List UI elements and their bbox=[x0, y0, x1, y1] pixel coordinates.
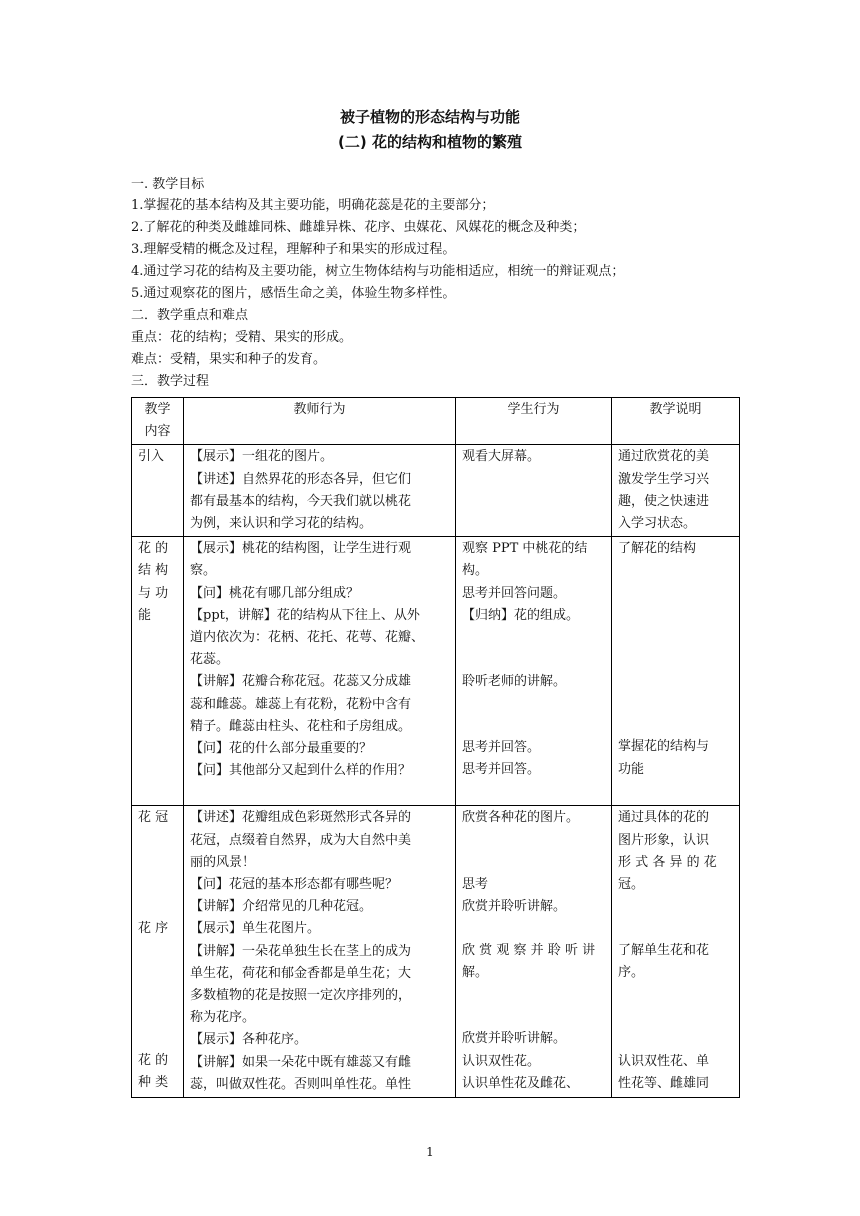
cell-line bbox=[618, 714, 733, 736]
cell-line: 通过具体的花的 bbox=[618, 810, 710, 826]
cell-line: 趣，使之快速进 bbox=[618, 493, 710, 509]
cell-student bbox=[456, 445, 612, 537]
cell-line: 精子。雌蕊由柱头、花柱和子房组成。 bbox=[190, 718, 412, 734]
cell-line bbox=[618, 648, 733, 670]
table-header-row bbox=[132, 398, 740, 445]
cell-line: 与功 bbox=[138, 585, 173, 601]
cell-line: 性花等、雌雄同 bbox=[618, 1075, 710, 1091]
objective-item: 5.通过观察花的图片，感悟生命之美，体验生物多样性。 bbox=[131, 286, 456, 301]
cell-line: 【展示】一组花的图片。 bbox=[190, 449, 334, 465]
cell-line bbox=[138, 830, 177, 852]
cell-line: 欣赏各种花的图片。 bbox=[462, 810, 580, 826]
cell-line bbox=[138, 1028, 177, 1050]
table-row bbox=[132, 445, 740, 537]
cell-line bbox=[190, 782, 449, 804]
cell-line: 思考 bbox=[462, 876, 489, 892]
cell-note bbox=[612, 806, 740, 1098]
cell-line: 引入 bbox=[138, 449, 165, 465]
cell-line bbox=[618, 781, 733, 803]
table-row bbox=[132, 537, 740, 806]
cell-line: 了解花的结构 bbox=[618, 541, 697, 557]
cell-line bbox=[138, 896, 177, 918]
cell-line: 观察 PPT 中桃花的结 bbox=[462, 541, 588, 557]
cell-line bbox=[618, 692, 733, 714]
cell-content bbox=[132, 537, 184, 806]
cell-line: 观看大屏幕。 bbox=[462, 449, 541, 465]
key-points-heading: 二．教学重点和难点 bbox=[131, 308, 249, 323]
cell-line bbox=[138, 852, 177, 874]
cell-line bbox=[462, 627, 605, 649]
cell-line bbox=[138, 1006, 177, 1028]
cell-line: 丽的风景！ bbox=[190, 854, 256, 870]
cell-line: 构。 bbox=[462, 563, 489, 579]
cell-line bbox=[618, 896, 733, 918]
cell-line: 【讲解】如果一朵花中既有雄蕊又有雌 bbox=[190, 1054, 412, 1070]
cell-line bbox=[462, 984, 605, 1006]
cell-teacher bbox=[184, 445, 456, 537]
cell-line: 多数植物的花是按照一定次序排列的， bbox=[190, 988, 412, 1004]
cell-line: 认识单性花及雌花、 bbox=[462, 1075, 580, 1091]
cell-line bbox=[618, 582, 733, 604]
cell-content bbox=[132, 806, 184, 1098]
cell-line: 道内依次为：花柄、花托、花萼、花瓣、 bbox=[190, 630, 425, 646]
cell-line bbox=[618, 560, 733, 582]
difficult-point: 难点：受精，果实和种子的发育。 bbox=[131, 352, 327, 367]
cell-line bbox=[618, 604, 733, 626]
objective-item: 3.理解受精的概念及过程，理解种子和果实的形成过程。 bbox=[131, 242, 456, 257]
teaching-process-table bbox=[131, 397, 740, 1098]
cell-line: 功能 bbox=[618, 761, 645, 777]
cell-line: 形式各异的花 bbox=[618, 854, 721, 870]
cell-teacher bbox=[184, 806, 456, 1098]
cell-line: 结构 bbox=[138, 563, 173, 579]
cell-line: 都有最基本的结构，今天我们就以桃花 bbox=[190, 493, 412, 509]
page-number: 1 bbox=[426, 1145, 434, 1159]
cell-line bbox=[138, 984, 177, 1006]
cell-line: 入学习状态。 bbox=[618, 516, 697, 532]
cell-line: 蕊，叫做双性花。否则叫单性花。单性 bbox=[190, 1076, 412, 1092]
cell-line bbox=[462, 649, 605, 671]
objective-item: 4.通过学习花的结构及主要功能，树立生物体结构与功能相适应，相统一的辩证观点； bbox=[131, 264, 625, 279]
cell-line bbox=[138, 940, 177, 962]
cell-content bbox=[132, 445, 184, 537]
cell-line: 种类 bbox=[138, 1075, 173, 1091]
cell-line bbox=[618, 626, 733, 648]
cell-line: 【展示】桃花的结构图，让学生进行观 bbox=[190, 541, 412, 557]
cell-line bbox=[462, 830, 605, 852]
cell-line bbox=[462, 918, 605, 940]
cell-line: 欣赏并聆听讲解。 bbox=[462, 898, 567, 914]
cell-line: 通过欣赏花的美 bbox=[618, 449, 710, 465]
cell-line: 花的 bbox=[138, 541, 173, 557]
cell-line bbox=[138, 962, 177, 984]
cell-line bbox=[462, 1006, 605, 1028]
cell-student bbox=[456, 537, 612, 806]
cell-line: 花冠 bbox=[138, 810, 173, 826]
cell-line: 【讲述】自然界花的形态各异，但它们 bbox=[190, 471, 412, 487]
cell-line: 【归纳】花的组成。 bbox=[462, 607, 580, 623]
key-point: 重点：花的结构；受精、果实的形成。 bbox=[131, 330, 353, 345]
objectives-heading: 一. 教学目标 bbox=[131, 177, 205, 192]
cell-line: 花的 bbox=[138, 1052, 173, 1068]
cell-line: 单生花，荷花和郁金香都是单生花；大 bbox=[190, 965, 412, 981]
cell-line: 能 bbox=[138, 607, 152, 623]
document-subtitle: (二) 花的结构和植物的繁殖 bbox=[338, 133, 522, 151]
cell-line: 认识双性花。 bbox=[462, 1053, 541, 1069]
cell-line bbox=[138, 874, 177, 896]
cell-line bbox=[462, 852, 605, 874]
cell-student bbox=[456, 806, 612, 1098]
process-heading: 三．教学过程 bbox=[131, 374, 210, 389]
cell-line bbox=[618, 918, 733, 940]
cell-line: 称为花序。 bbox=[190, 1010, 256, 1026]
header-student: 学生行为 bbox=[456, 398, 612, 445]
cell-line bbox=[618, 1007, 733, 1029]
cell-line bbox=[618, 670, 733, 692]
cell-line: 察。 bbox=[190, 563, 217, 579]
cell-line: 【问】花冠的基本形态都有哪些呢？ bbox=[190, 877, 399, 893]
cell-line bbox=[462, 693, 605, 715]
cell-line: 【讲述】花瓣组成色彩斑然形式各异的 bbox=[190, 810, 412, 826]
cell-line bbox=[462, 782, 605, 804]
cell-line: 花冠，点缀着自然界，成为大自然中美 bbox=[190, 832, 412, 848]
cell-line: 冠。 bbox=[618, 877, 645, 893]
table-row bbox=[132, 806, 740, 1098]
header-note: 教学说明 bbox=[612, 398, 740, 445]
cell-teacher bbox=[184, 537, 456, 806]
cell-line: 思考并回答问题。 bbox=[462, 585, 567, 601]
cell-line: 认识双性花、单 bbox=[618, 1053, 710, 1069]
document-title: 被子植物的形态结构与功能 bbox=[339, 108, 520, 126]
objective-item: 1.掌握花的基本结构及其主要功能，明确花蕊是花的主要部分； bbox=[131, 198, 495, 213]
cell-line: 【问】花的什么部分最重要的？ bbox=[190, 741, 373, 757]
cell-note bbox=[612, 445, 740, 537]
cell-note bbox=[612, 537, 740, 806]
cell-line: 解。 bbox=[462, 965, 489, 981]
cell-line: 序。 bbox=[618, 965, 645, 981]
cell-line bbox=[462, 715, 605, 737]
cell-line: 【展示】各种花序。 bbox=[190, 1032, 308, 1048]
cell-line: 欣赏并聆听讲解。 bbox=[462, 1031, 567, 1047]
cell-line: 激发学生学习兴 bbox=[618, 471, 710, 487]
cell-line: 图片形象，认识 bbox=[618, 832, 710, 848]
header-content: 教学 内容 bbox=[132, 398, 184, 445]
cell-line: 【讲解】一朵花单独生长在茎上的成为 bbox=[190, 943, 412, 959]
cell-line: 花序 bbox=[138, 920, 173, 936]
cell-line bbox=[618, 1029, 733, 1051]
cell-line: 聆听老师的讲解。 bbox=[462, 674, 567, 690]
cell-line: 花蕊。 bbox=[190, 652, 230, 668]
cell-line: 了解单生花和花 bbox=[618, 943, 710, 959]
cell-line: 为例，来认识和学习花的结构。 bbox=[190, 516, 373, 532]
cell-line: 欣赏观察并聆听讲 bbox=[462, 943, 600, 959]
cell-line: 【讲解】介绍常见的几种花冠。 bbox=[190, 899, 373, 915]
cell-line: 【问】桃花有哪几部分组成？ bbox=[190, 585, 360, 601]
cell-line: 【讲解】花瓣合称花冠。花蕊又分成雄 bbox=[190, 674, 412, 690]
cell-line bbox=[618, 985, 733, 1007]
cell-line: 蕊和雌蕊。雄蕊上有花粉，花粉中含有 bbox=[190, 696, 412, 712]
cell-line: 【ppt，讲解】花的结构从下往上、从外 bbox=[190, 607, 420, 623]
cell-line: 【问】其他部分又起到什么样的作用？ bbox=[190, 763, 412, 779]
cell-line: 思考并回答。 bbox=[462, 740, 541, 756]
objective-item: 2.了解花的种类及雌雄同株、雌雄异株、花序、虫媒花、风媒花的概念及种类； bbox=[131, 220, 586, 235]
cell-line: 思考并回答。 bbox=[462, 762, 541, 778]
header-teacher: 教师行为 bbox=[184, 398, 456, 445]
cell-line: 【展示】单生花图片。 bbox=[190, 921, 321, 937]
cell-line: 掌握花的结构与 bbox=[618, 739, 710, 755]
